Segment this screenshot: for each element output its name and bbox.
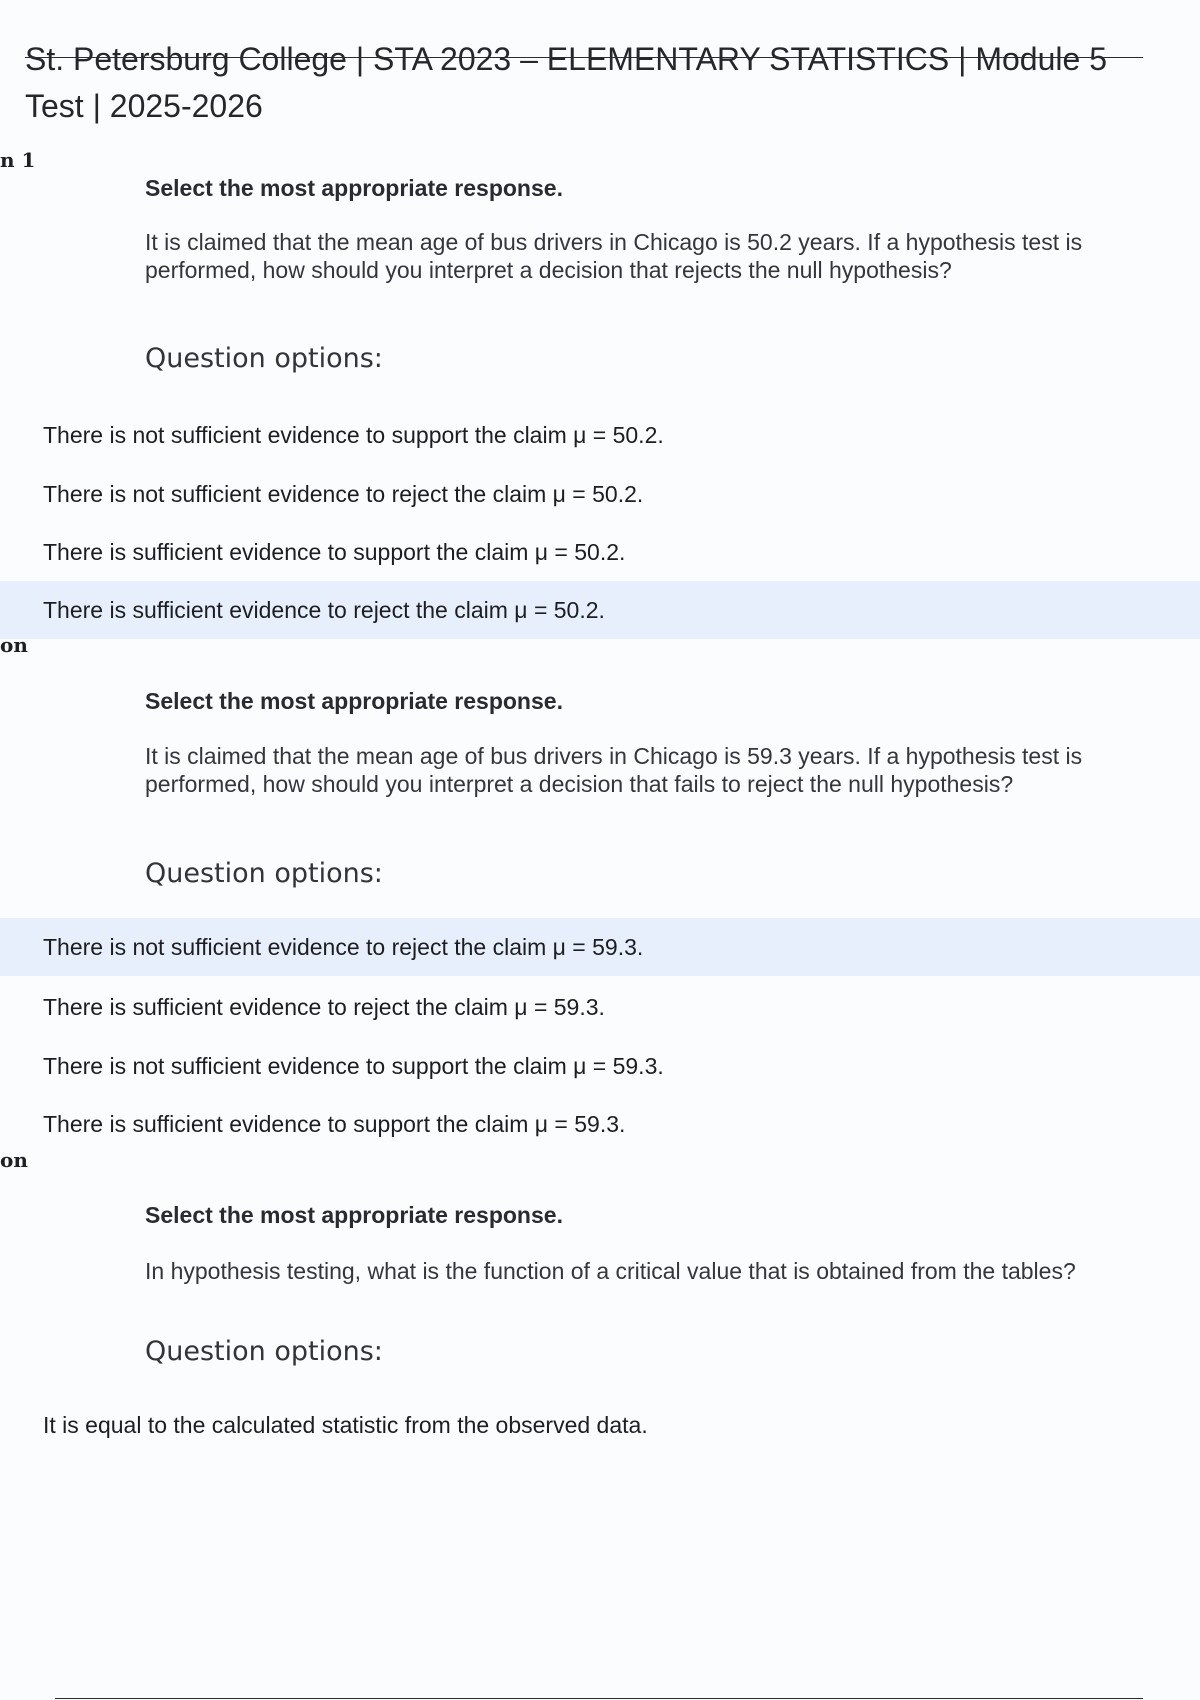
answer-option-label: There is not sufficient evidence to support the claim μ = 50.2. bbox=[43, 422, 664, 448]
question-instruction: Select the most appropriate response. bbox=[145, 688, 563, 714]
answer-option[interactable] bbox=[0, 1095, 1200, 1153]
page-title: St. Petersburg College | STA 2023 – ELEMENTARY STATISTICS | Module 5 Test | 2025-2026 bbox=[25, 41, 1107, 124]
answer-option[interactable] bbox=[0, 523, 1200, 581]
answer-option-selected[interactable] bbox=[0, 918, 1200, 976]
options-heading: Question options: bbox=[145, 858, 383, 889]
answer-option[interactable] bbox=[0, 1037, 1200, 1095]
answer-option-label: There is not sufficient evidence to reject the claim μ = 50.2. bbox=[43, 481, 644, 507]
header-strike-line bbox=[25, 57, 1143, 58]
answer-option-label: There is sufficient evidence to reject the claim μ = 59.3. bbox=[43, 994, 605, 1020]
answer-option[interactable] bbox=[0, 465, 1200, 523]
question-text: It is claimed that the mean age of bus drivers in Chicago is 59.3 years. If a hypothesis test is performed, how should you interpret a decision that fails to reject the null hypothesis? bbox=[145, 743, 1083, 797]
question-text: In hypothesis testing, what is the function of a critical value that is obtained from the tables? bbox=[145, 1258, 1076, 1284]
answer-option[interactable] bbox=[0, 1396, 1200, 1454]
question-number-label: on bbox=[0, 1148, 28, 1172]
answer-option-label: There is sufficient evidence to support the claim μ = 59.3. bbox=[43, 1111, 626, 1137]
answer-option[interactable] bbox=[0, 406, 1200, 464]
options-heading: Question options: bbox=[145, 343, 383, 374]
answer-option-label: It is equal to the calculated statistic from the observed data. bbox=[43, 1412, 648, 1438]
answer-option-label: There is sufficient evidence to support the claim μ = 50.2. bbox=[43, 539, 626, 565]
question-instruction: Select the most appropriate response. bbox=[145, 175, 563, 201]
answer-option-label: There is sufficient evidence to reject the claim μ = 50.2. bbox=[43, 597, 605, 623]
question-number-label: on bbox=[0, 633, 28, 657]
answer-option-label: There is not sufficient evidence to support the claim μ = 59.3. bbox=[43, 1053, 664, 1079]
question-text: It is claimed that the mean age of bus drivers in Chicago is 50.2 years. If a hypothesis test is performed, how should you interpret a decision that rejects the null hypothesis? bbox=[145, 229, 1083, 283]
question-number-label: n 1 bbox=[0, 148, 36, 172]
question-instruction: Select the most appropriate response. bbox=[145, 1202, 563, 1228]
options-heading: Question options: bbox=[145, 1336, 383, 1367]
answer-option[interactable] bbox=[0, 978, 1200, 1036]
footer-divider bbox=[55, 1698, 1143, 1699]
answer-option-label: There is not sufficient evidence to reject the claim μ = 59.3. bbox=[43, 934, 644, 960]
answer-option-selected[interactable] bbox=[0, 581, 1200, 639]
